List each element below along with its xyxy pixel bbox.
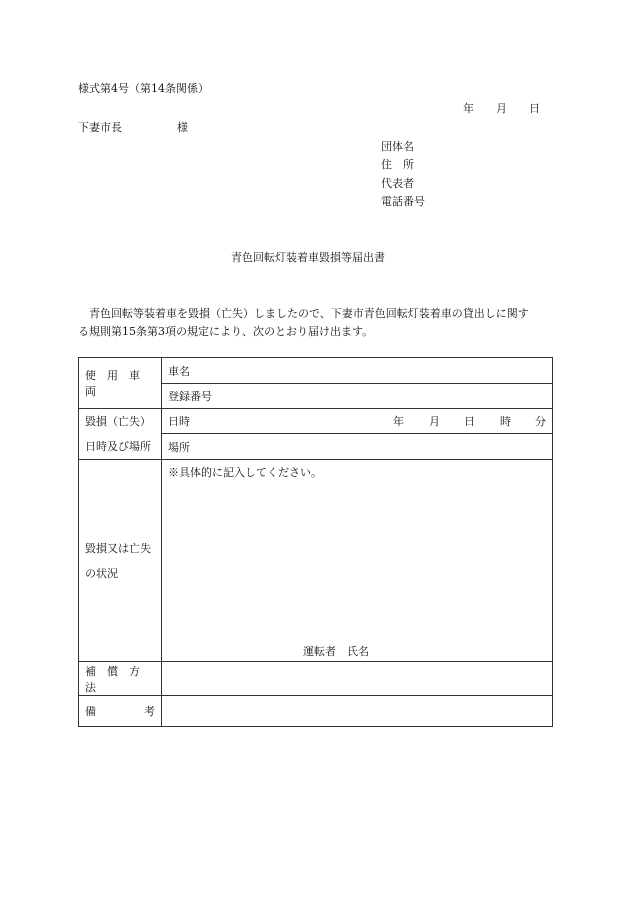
address-label: 住 所 [381,158,414,171]
damage-datetime-place-label [79,409,162,460]
remarks-field[interactable] [162,696,553,727]
notification-table [78,357,553,727]
dt-year: 年 [393,415,404,428]
form-number: 様式第4号（第14条関係） [78,82,209,95]
status-description-field[interactable] [162,460,553,662]
status-note: ※具体的に記入してください。 [168,466,322,479]
datetime-label: 日時 [168,415,190,428]
remarks-label [79,696,162,727]
registration-number-field[interactable]: 登録番号 [162,384,553,409]
driver-name-label: 運転者 氏名 [303,645,369,658]
status-label [79,460,162,662]
datetime-field[interactable] [162,409,553,434]
addressee: 下妻市長 様 [78,121,188,134]
dt-hour: 時 [500,415,511,428]
damage-label-line1: 毀損（亡失） [85,415,151,428]
damage-label-line2: 日時及び場所 [85,440,151,453]
group-name-label: 団体名 [381,140,414,153]
representative-label: 代表者 [381,177,414,190]
remarks-label-char1: 備 [85,705,96,718]
datetime-row [168,413,546,429]
intro-line-1: 青色回転等装着車を毀損（亡失）しましたので、下妻市青色回転灯装着車の貸出しに関す [78,307,529,320]
intro-line-2: る規則第15条第3項の規定により、次のとおり届け出ます。 [78,325,374,338]
place-field[interactable]: 場所 [162,434,553,460]
submission-date: 年 月 日 [463,102,540,115]
phone-label: 電話番号 [381,195,425,208]
vehicle-name-field[interactable]: 車名 [162,358,553,384]
status-label-line2: の状況 [85,566,118,580]
compensation-field[interactable] [162,662,553,696]
document-title: 青色回転灯装着車毀損等届出書 [231,251,385,264]
dt-month: 月 [429,415,440,428]
remarks-label-char2: 考 [144,705,155,718]
compensation-label: 補 償 方 法 [79,662,162,696]
status-label-line1: 毀損又は亡失 [85,541,151,555]
dt-minute: 分 [535,415,546,428]
dt-day: 日 [464,415,475,428]
vehicle-label: 使 用 車 両 [79,358,162,409]
